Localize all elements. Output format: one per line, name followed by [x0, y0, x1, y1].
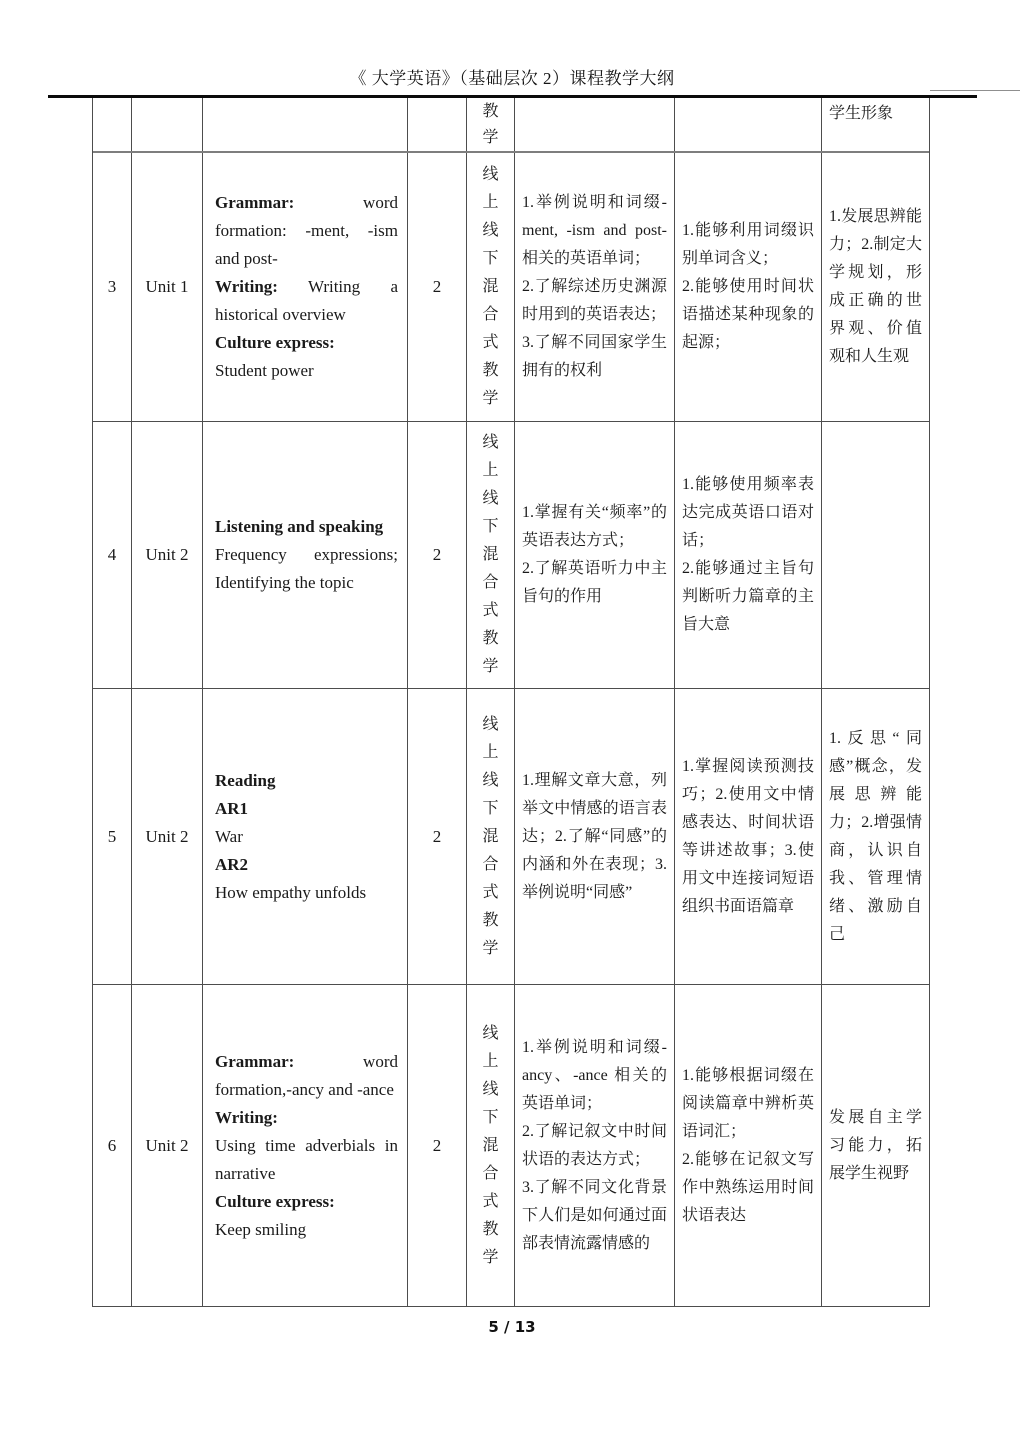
table-row-5: [93, 689, 929, 985]
hours-cell: [408, 422, 467, 688]
content-bold-text: AR2: [215, 854, 249, 874]
objective-item: 2.了解综述历史渊源时用到的英语表达；: [522, 278, 667, 323]
objective-item: 3.了解不同国家学生拥有的权利: [522, 334, 667, 379]
syllabus-table: [92, 98, 930, 1307]
unit-cell: [132, 98, 203, 151]
ability-objectives-cell: [675, 985, 822, 1306]
quality-objectives-cell: [822, 153, 929, 421]
knowledge-objectives-cell: [515, 153, 675, 421]
content-paragraph: [215, 1132, 398, 1188]
ability-objectives-cell: [675, 153, 822, 421]
quality-objectives-cell: [822, 985, 929, 1306]
unit-label: Unit 2: [145, 826, 189, 846]
teaching-content-cell: [203, 422, 408, 688]
content-paragraph: [215, 767, 398, 795]
page-title: 《 大学英语》（基础层次 2）课程教学大纲: [349, 69, 675, 88]
content-bold-text: Culture express:: [215, 1191, 335, 1211]
content-text: Frequency expressions; Identifying the topic: [215, 545, 398, 592]
content-paragraph: [215, 189, 398, 273]
teaching-method-cell: [467, 98, 515, 151]
hours-cell: [408, 98, 467, 151]
content-paragraph: [215, 1048, 398, 1104]
unit-label: Unit 2: [145, 545, 189, 564]
quality-objectives-cell: [822, 422, 929, 688]
content-paragraph: [215, 1188, 398, 1216]
table-row-carryover: [93, 98, 929, 153]
objective-item: 2.了解英语听力中主旨句的作用: [522, 560, 667, 605]
content-paragraph: [215, 513, 398, 541]
content-text: word formation: -ment, -ism and post-: [215, 193, 398, 268]
hours-cell: [408, 985, 467, 1306]
page-number: 5 / 13: [488, 1318, 536, 1336]
objective-item: 1.能够使用频率表达完成英语口语对话；: [682, 476, 814, 549]
teaching-method-cell: [467, 985, 515, 1306]
objective-item: 1.举例说明和词缀-ment, -ism and post- 相关的英语单词；: [522, 194, 667, 267]
row-number: 5: [107, 826, 117, 846]
objective-item: 1.能够根据词缀在阅读篇章中辨析英语词汇；: [682, 1066, 814, 1140]
ability-objectives-cell: [675, 98, 822, 151]
unit-cell: [132, 422, 203, 688]
row-number-cell: [93, 985, 132, 1306]
ability-objectives-cell: [675, 422, 822, 688]
objective-item: 1.掌握阅读预测技巧；2.使用文中情感表达、时间状语等讲述故事；3.使用文中连接词短语组织书面语篇章: [682, 757, 814, 915]
hours-value: 2: [432, 277, 442, 296]
teaching-method-cell: [467, 153, 515, 421]
objective-item: 1.能够利用词缀识别单词含义；: [682, 222, 814, 267]
table-row-3: [93, 153, 929, 422]
hours-value: 2: [432, 545, 442, 564]
content-paragraph: [215, 795, 398, 823]
teaching-content-cell: [203, 689, 408, 984]
row-number: 4: [107, 545, 117, 564]
knowledge-objectives-cell: [515, 98, 675, 151]
content-paragraph: [215, 1104, 398, 1132]
content-text: Student power: [215, 361, 314, 380]
teaching-method-cell: [467, 689, 515, 984]
content-paragraph: [215, 823, 398, 851]
objective-item: 学生形象: [829, 105, 894, 122]
objective-item: 发展自主学习能力，拓展学生视野: [829, 1108, 922, 1182]
objective-item: 2.能够在记叙文写作中熟练运用时间状语表达: [682, 1150, 814, 1224]
content-paragraph: [215, 879, 398, 907]
hours-cell: [408, 689, 467, 984]
quality-objectives-cell: [822, 689, 929, 984]
teaching-content-cell: [203, 98, 408, 151]
row-number-cell: [93, 422, 132, 688]
content-paragraph: [215, 329, 398, 357]
content-paragraph: [215, 541, 398, 597]
objective-item: 2.能够使用时间状语描述某种现象的起源；: [682, 278, 814, 351]
hours-cell: [408, 153, 467, 421]
content-bold-text: Writing:: [215, 1107, 278, 1127]
content-paragraph: [215, 851, 398, 879]
knowledge-objectives-cell: [515, 985, 675, 1306]
content-bold-text: Listening and speaking: [215, 517, 384, 536]
row-number: 3: [107, 277, 117, 296]
teaching-content-cell: [203, 153, 408, 421]
teaching-content-cell: [203, 985, 408, 1306]
content-bold-text: Culture express:: [215, 333, 335, 352]
content-bold-text: Grammar:: [215, 193, 295, 212]
unit-cell: [132, 153, 203, 421]
method-vertical-text: 教学: [482, 102, 499, 146]
objective-item: 2.能够通过主旨句判断听力篇章的主旨大意: [682, 560, 814, 633]
hours-value: 2: [432, 826, 442, 846]
unit-label: Unit 2: [145, 1135, 189, 1155]
objective-item: 1.发展思辨能力；2.制定大学规划，形成正确的世界观、价值观和人生观: [829, 208, 922, 365]
quality-objectives-cell: [822, 98, 929, 151]
table-row-4: [93, 422, 929, 689]
method-vertical-text: 线上线下混合式教学: [482, 715, 499, 957]
objective-item: 1.理解文章大意，列举文中情感的语言表达；2.了解“同感”的内涵和外在表现；3.举例说明“同感”: [522, 771, 667, 901]
knowledge-objectives-cell: [515, 689, 675, 984]
method-vertical-text: 线上线下混合式教学: [482, 1024, 499, 1266]
content-bold-text: AR1: [215, 798, 249, 818]
content-text: Writing a historical overview: [215, 277, 398, 324]
unit-cell: [132, 985, 203, 1306]
content-paragraph: [215, 1216, 398, 1244]
content-text: War: [215, 826, 243, 846]
content-text: How empathy unfolds: [215, 882, 367, 902]
method-vertical-text: 线上线下混合式教学: [482, 166, 499, 407]
objective-item: 2.了解记叙文中时间状语的表达方式；: [522, 1122, 667, 1168]
hours-value: 2: [432, 1135, 442, 1155]
objective-item: 1.举例说明和词缀-ancy、-ance 相关的英语单词；: [522, 1038, 667, 1112]
objective-item: 1.掌握有关“频率”的英语表达方式；: [522, 504, 667, 549]
content-bold-text: Reading: [215, 770, 276, 790]
objective-item: 1.反思“同感”概念，发展思辨能力；2.增强情商，认识自我、管理情绪、激励自己: [829, 729, 922, 943]
content-text: Using time adverbials in narrative: [215, 1135, 398, 1183]
unit-cell: [132, 689, 203, 984]
knowledge-objectives-cell: [515, 422, 675, 688]
header-rule-thin: [930, 90, 1020, 91]
unit-label: Unit 1: [145, 277, 189, 296]
row-number: 6: [107, 1135, 117, 1155]
content-bold-text: Writing:: [215, 277, 278, 296]
objective-item: 3.了解不同文化背景下人们是如何通过面部表情流露情感的: [522, 1178, 667, 1252]
content-paragraph: [215, 357, 398, 385]
row-number-cell: [93, 98, 132, 151]
row-number-cell: [93, 153, 132, 421]
row-number-cell: [93, 689, 132, 984]
content-text: word formation,-ancy and -ance: [215, 1051, 398, 1099]
ability-objectives-cell: [675, 689, 822, 984]
table-row-6: [93, 985, 929, 1306]
method-vertical-text: 线上线下混合式教学: [482, 434, 499, 675]
content-text: Keep smiling: [215, 1219, 307, 1239]
content-bold-text: Grammar:: [215, 1051, 295, 1071]
teaching-method-cell: [467, 422, 515, 688]
content-paragraph: [215, 273, 398, 329]
